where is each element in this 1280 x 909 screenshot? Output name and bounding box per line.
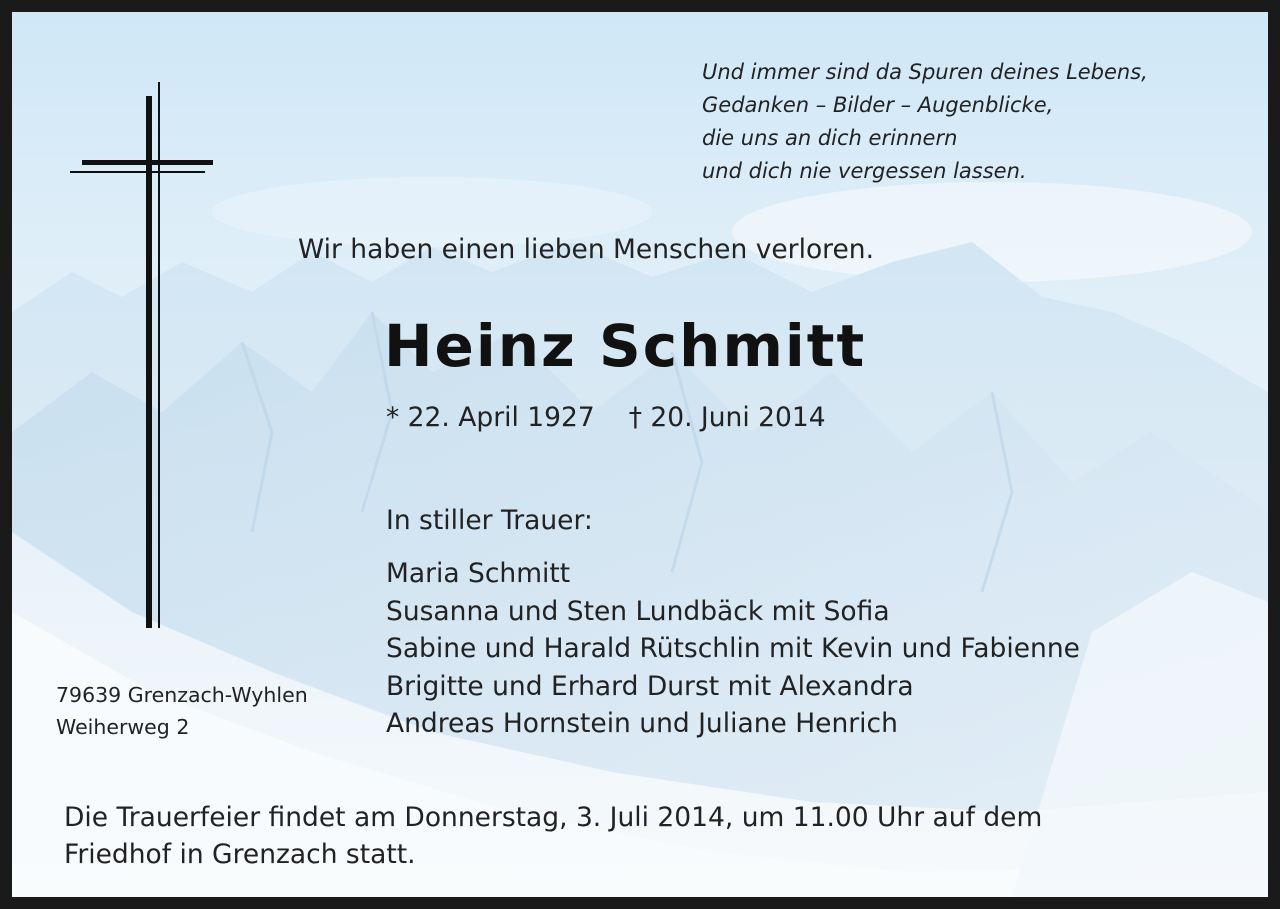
deceased-name: Heinz Schmitt — [384, 312, 867, 380]
mourner-item: Brigitte und Erhard Durst mit Alexandra — [386, 670, 914, 702]
funeral-line: Die Trauerfeier findet am Donnerstag, 3. Juli 2014, um 11.00 Uhr auf dem — [64, 802, 1043, 833]
mourner-item: Andreas Hornstein und Juliane Henrich — [386, 708, 898, 739]
address-street: Weiherweg 2 — [56, 715, 190, 739]
cross-icon — [64, 68, 224, 628]
funeral-line: Friedhof in Grenzach statt. — [64, 839, 416, 870]
quote-line: und dich nie vergessen lassen. — [702, 159, 1027, 183]
quote-line: Und immer sind da Spuren deines Lebens, — [702, 60, 1148, 84]
mourner-item: Susanna und Sten Lundbäck mit Sofia — [386, 595, 890, 627]
intro-text: Wir haben einen lieben Menschen verloren. — [298, 234, 874, 265]
mourning-label: In stiller Trauer: — [386, 505, 593, 536]
funeral-notice — [64, 799, 1224, 873]
death-date: † 20. Juni 2014 — [628, 402, 826, 433]
mourner-item: Sabine und Harald Rütschlin mit Kevin und Fabienne — [386, 633, 1080, 664]
mourners-list — [386, 555, 1080, 743]
birth-date: * 22. April 1927 — [386, 402, 595, 433]
memorial-quote — [702, 56, 1262, 188]
mourner-item: Maria Schmitt — [386, 558, 571, 589]
obituary-card — [12, 12, 1268, 897]
quote-line: die uns an dich erinnern — [702, 126, 958, 150]
address-city: 79639 Grenzach-Wyhlen — [56, 683, 308, 707]
quote-line: Gedanken – Bilder – Augenblicke, — [702, 93, 1054, 117]
life-dates — [386, 402, 826, 433]
family-address — [56, 679, 308, 743]
